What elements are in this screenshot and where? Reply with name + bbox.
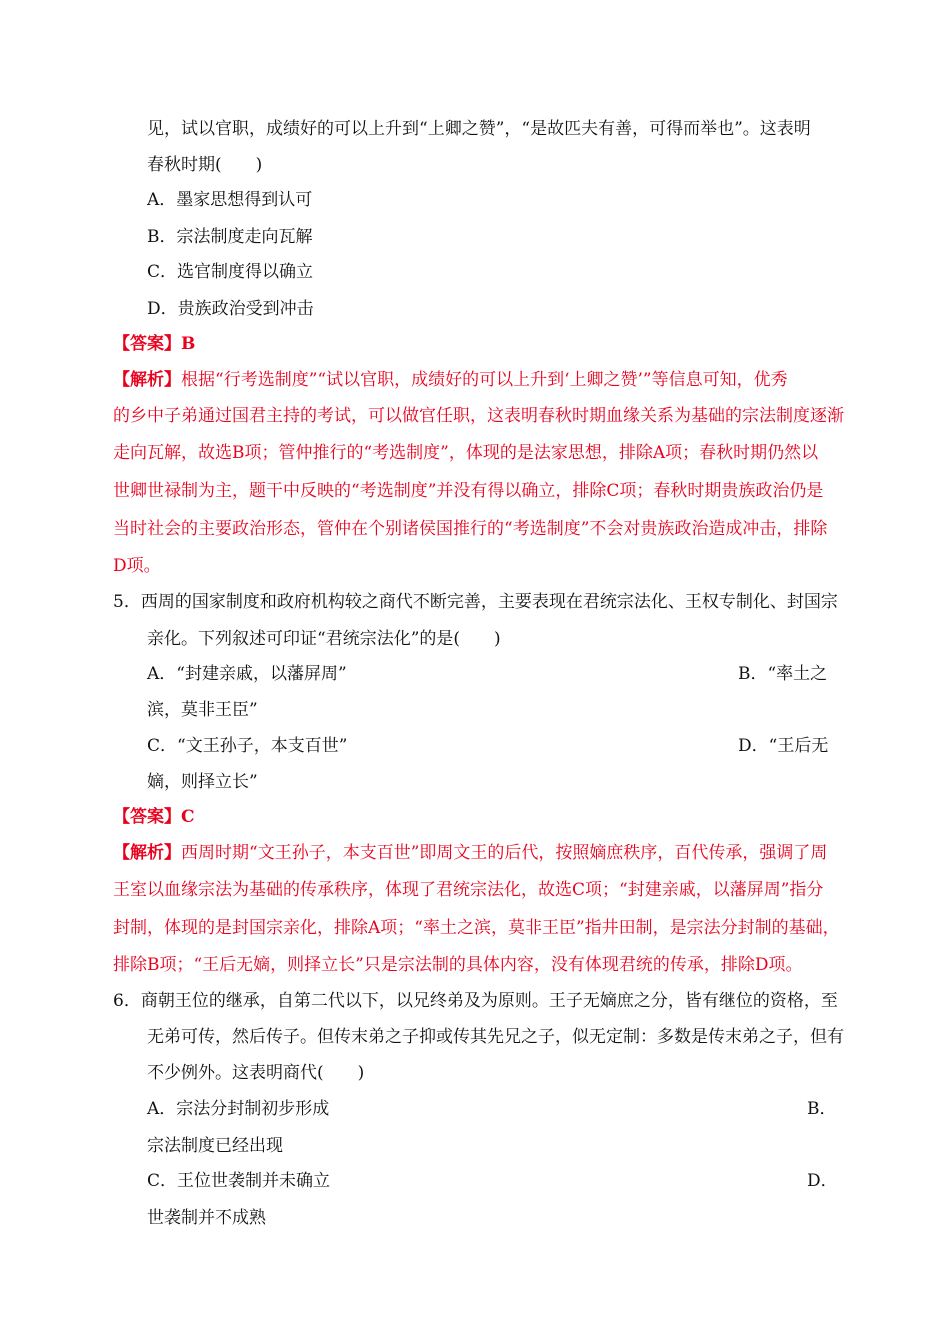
q5-option-a: A．“封建亲戚，以藩屏周” [147,664,347,684]
analysis-text: 根据“行考选制度”“试以官职，成绩好的可以上升到‘上卿之赞’”等信息可知，优秀 [181,370,788,390]
analysis-text: 西周时期“文王孙子，本支百世”即周文王的后代，按照嫡庶秩序，百代传承，强调了周 [181,843,828,863]
q4-analysis-line-3: 走向瓦解，故选B项；管仲推行的“考选制度”，体现的是法家思想，排除A项；春秋时期仍然以 [113,443,819,463]
q6-stem-line-3: 不少例外。这表明商代( ) [147,1063,365,1083]
q5-option-c: C．“文王孙子，本支百世” [147,736,348,756]
q4-option-c: C．选官制度得以确立 [147,262,314,282]
q5-option-b-head: B．“率土之 [738,664,828,684]
answer-label: 【答案】 [113,807,181,827]
q5-option-b-tail: 滨，莫非王臣” [147,700,258,720]
q6-option-b-tail: 宗法制度已经出现 [147,1136,283,1156]
q6-stem-line-1: 6．商朝王位的继承，自第二代以下，以兄终弟及为原则。王子无嫡庶之分，皆有继位的资格，至 [113,991,838,1011]
q5-analysis-line-2: 王室以血缘宗法为基础的传承秩序，体现了君统宗法化，故选C项；“封建亲戚，以藩屏周”指分 [113,880,824,900]
q5-option-d-tail: 嫡，则择立长” [147,772,258,792]
analysis-label: 【解析】 [113,370,181,390]
q5-analysis-line-4: 排除B项；“王后无嫡，则择立长”只是宗法制的具体内容，没有体现君统的传承，排除D项。 [113,955,803,975]
q4-analysis-line-2: 的乡中子弟通过国君主持的考试，可以做官任职，这表明春秋时期血缘关系为基础的宗法制度逐渐 [113,406,844,426]
q4-stem-line-1: 见，试以官职，成绩好的可以上升到“上卿之赞”，“是故匹夫有善，可得而举也”。这表明 [147,119,811,139]
answer-value: C [181,807,195,827]
q6-stem-line-2: 无弟可传，然后传子。但传末弟之子抑或传其先兄之子，似无定制：多数是传末弟之子，但有 [147,1027,844,1047]
q4-stem-line-2: 春秋时期( ) [147,155,263,175]
q4-option-d: D．贵族政治受到冲击 [147,299,314,319]
q4-option-b: B．宗法制度走向瓦解 [147,227,313,247]
q4-analysis-line-1 [113,368,788,392]
answer-label: 【答案】 [113,334,181,354]
q4-analysis-line-4: 世卿世禄制为主，题干中反映的“考选制度”并没有得以确立，排除C项；春秋时期贵族政治仍是 [113,481,824,501]
q5-analysis-line-3: 封制，体现的是封国宗亲化，排除A项；“率土之滨，莫非王臣”指井田制，是宗法分封制的基础， [113,918,840,938]
q5-analysis-line-1 [113,841,827,865]
q5-stem-line-1: 5．西周的国家制度和政府机构较之商代不断完善，主要表现在君统宗法化、王权专制化、封国宗 [113,592,838,612]
q4-answer [113,332,195,356]
q6-option-d-head: D． [807,1171,838,1191]
answer-value: B [181,334,196,354]
q6-option-c: C．王位世袭制并未确立 [147,1171,331,1191]
q6-option-a: A．宗法分封制初步形成 [147,1099,330,1119]
q5-option-d-head: D．“王后无 [738,736,829,756]
q4-option-a: A．墨家思想得到认可 [147,190,313,210]
q4-analysis-line-6: D项。 [113,556,161,576]
q4-analysis-line-5: 当时社会的主要政治形态，管仲在个别诸侯国推行的“考选制度”不会对贵族政治造成冲击，排除 [113,519,828,539]
q6-option-b-head: B． [807,1099,837,1119]
q5-stem-line-2: 亲化。下列叙述可印证“君统宗法化”的是( ) [147,629,501,649]
q5-answer [113,805,195,829]
q6-option-d-tail: 世袭制并不成熟 [147,1208,266,1228]
analysis-label: 【解析】 [113,843,181,863]
